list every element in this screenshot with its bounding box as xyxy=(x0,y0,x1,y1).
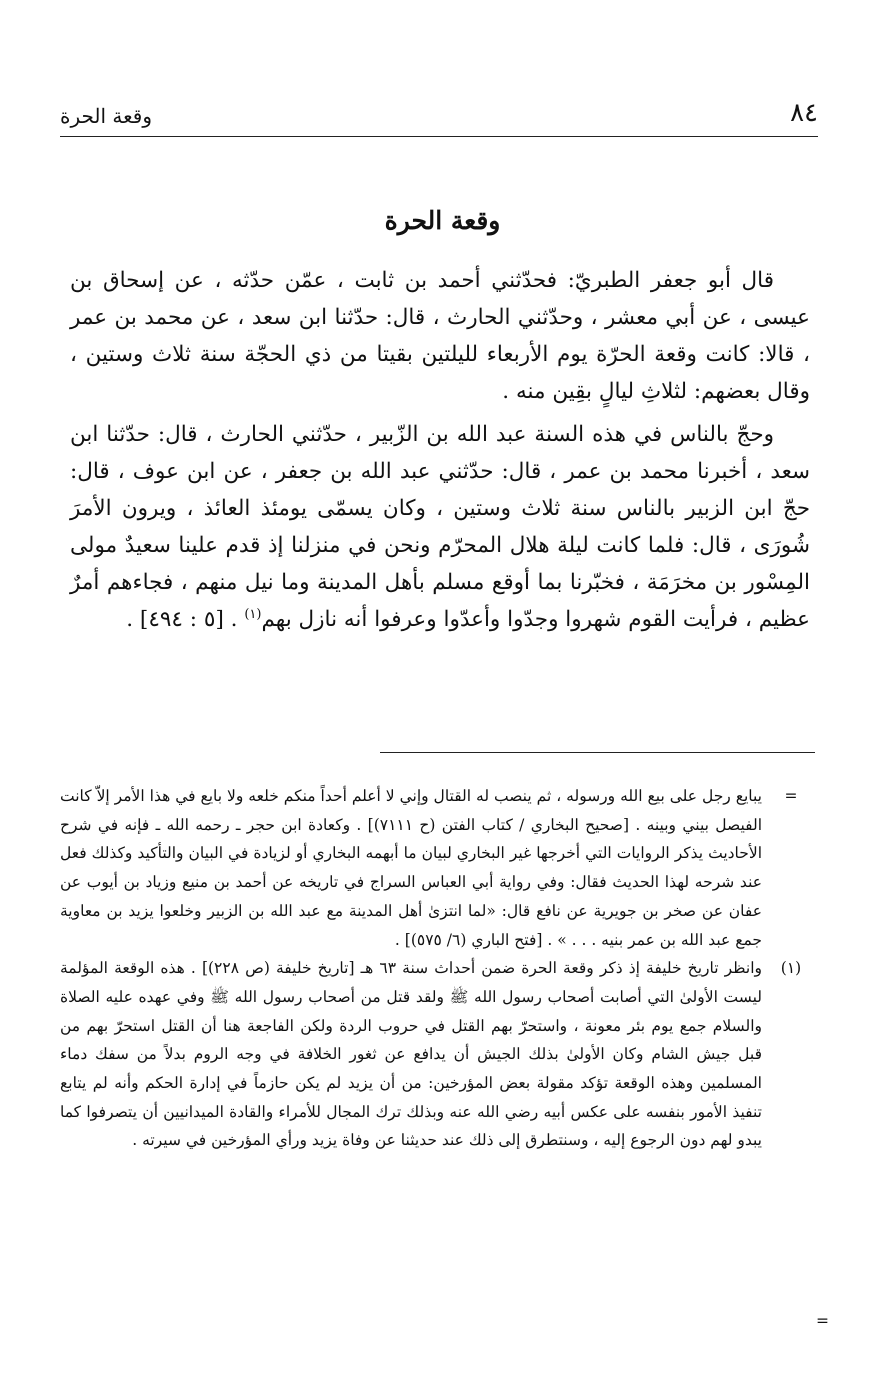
page-number: ٨٤ xyxy=(790,98,818,128)
source-citation: . [٥ : ٤٩٤] . xyxy=(126,607,245,632)
footnote-continuation-text: يبايع رجل على بيع الله ورسوله ، ثم ينصب له القتال وإني لا أعلم أحداً منكم خلعه ولا بايع في هذا الأمر إلاّ كانت الفيصل بيني وبينه . [صحيح البخاري / كتاب الفتن (ح ٧١١١)] . وكعادة ابن حجر ـ رحمه الله ـ فإنه في شرح الأحاديث يذكر الروايات التي أخرجها غير البخاري لبيان ما أبهمه البخاري أو لزيادة في البيان والتأكيد وكذلك فعل عند شرحه لهذا الحديث فقال: وفي رواية أبي العباس السراج في تاريخه عن أحمد بن منيع وزياد بن أيوب عن عفان عن صخر بن جويرية عن نافع قال: «لما انتزىٰ أهل المدينة مع عبد الله بن الزبير وخلعوا يزيد بن معاوية جمع عبد الله بن عمر بنيه . . . » . [فتح الباري (٦/ ٥٧٥)] . xyxy=(60,787,762,949)
footnote-1 xyxy=(60,954,820,1155)
footnote-continuation xyxy=(60,782,820,954)
page-header xyxy=(60,88,818,128)
footnote-1-marker: (١) xyxy=(780,959,802,978)
footnote-1-text: وانظر تاريخ خليفة إذ ذكر وقعة الحرة ضمن أحداث سنة ٦٣ هـ [تاريخ خليفة (ص ٢٢٨)] . هذه الوقعة المؤلمة ليست الأولىٰ التي أصابت أصحاب رسول الله ﷺ ولقد قتل من أصحاب رسول الله ﷺ وفي عهده عليه الصلاة والسلام جمع يوم بئر معونة ، واستحرّ بهم القتل في حروب الردة ولكن الفاجعة هنا أن القتل استحرّ بهم من قبل جيش الشام وكان الأولىٰ بذلك الجيش أن يدافع عن ثغور الخلافة في وجه الروم بدلاً من سفك دماء المسلمين وهذه الوقعة تؤكد مقولة بعض المؤرخين: من أن يزيد لم يكن حازماً في إدارة الحكم وأنه لم يتابع تنفيذ الأمور بنفسه على عكس أبيه رضي الله عنه وبذلك ترك المجال للأمراء والقادة الميدانيين أن يتصرفوا كما يبدو لهم دون الرجوع إليه ، وسنتطرق إلى ذلك عند حديثنا عن وفاة يزيد ورأي المؤرخين في سيرته . xyxy=(60,959,762,1150)
chapter-title: وقعة الحرة xyxy=(384,206,501,235)
footnote-end-marker: = xyxy=(816,1312,829,1330)
footnotes xyxy=(60,782,820,1155)
continuation-marker: = xyxy=(784,787,798,805)
running-title: وقعة الحرة xyxy=(60,104,153,128)
footnote-reference[interactable]: (١) xyxy=(244,606,262,622)
paragraph-1: قال أبو جعفر الطبريّ: فحدّثني أحمد بن ثابت ، عمّن حدّثه ، عن إسحاق بن عيسى ، عن أبي معشر ، وحدّثني الحارث ، قال: حدّثنا ابن سعد ، عن محمد بن عمر ، قالا: كانت وقعة الحرّة يوم الأربعاء لليلتين بقيتا من ذي الحجّة سنة ثلاث وستين ، وقال بعضهم: لثلاثِ ليالٍ بقِين منه . xyxy=(70,268,810,404)
main-text xyxy=(70,262,810,644)
paragraph-2 xyxy=(70,416,810,638)
paragraph-2-text: وحجّ بالناس في هذه السنة عبد الله بن الزّبير ، حدّثني الحارث ، قال: حدّثنا ابن سعد ، أخبرنا محمد بن عمر ، قال: حدّثني عبد الله بن جعفر ، عن ابن عوف ، قال: حجّ ابن الزبير بالناس سنة ثلاث وستين ، وكان يسمّى يومئذ العائذ ، ويرون الأمرَ شُورَى ، قال: فلما كانت ليلة هلال المحرّم ونحن في منزلنا إذ قدم علينا سعيدٌ مولى المِسْور بن مخرَمَة ، فخبّرنا بما أوقع مسلم بأهل المدينة وما نيل منهم ، فجاءهم أمرٌ عظيم ، فرأيت القوم شهروا وجدّوا وأعدّوا وعرفوا أنه نازل بهم xyxy=(70,422,810,632)
header-divider xyxy=(60,136,818,137)
footnote-divider xyxy=(380,752,815,753)
